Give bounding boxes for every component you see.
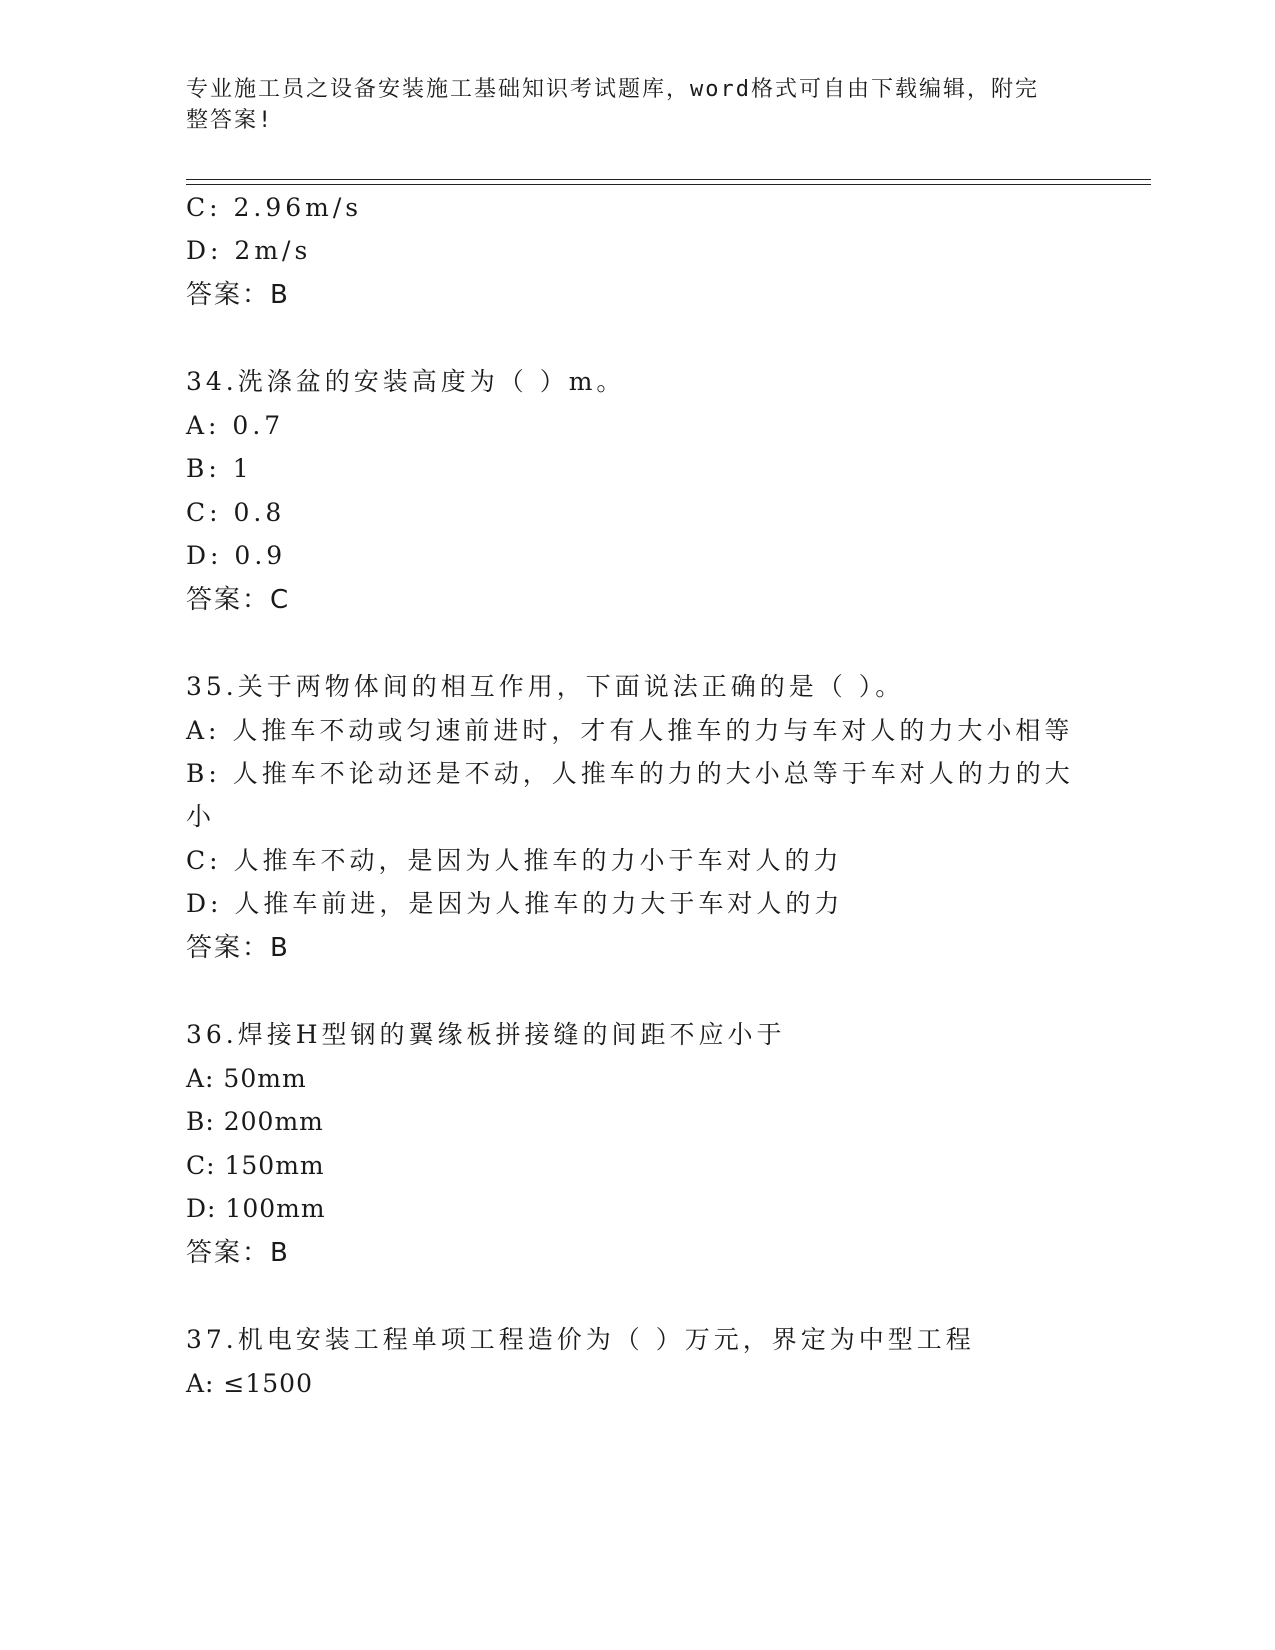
- q34-stem: 34.洗涤盆的安装高度为（ ）m。: [186, 367, 626, 396]
- q33-option-d: D: 2m/s: [186, 236, 312, 265]
- q37-option-a: A: ≤1500: [186, 1369, 313, 1398]
- header-line-1: 专业施工员之设备安装施工基础知识考试题库，word格式可自由下载编辑，附完: [186, 77, 1039, 102]
- q36-stem: 36.焊接H型钢的翼缘板拼接缝的间距不应小于: [186, 1020, 786, 1049]
- document-header: [186, 74, 1066, 136]
- q36-option-c: C: 150mm: [186, 1151, 325, 1180]
- q35-answer: 答案：B: [186, 933, 290, 963]
- q35-option-d: D: 人推车前进，是因为人推车的力大于车对人的力: [186, 889, 844, 918]
- header-divider-bottom: [186, 184, 1151, 185]
- q35-option-b-line-2: 小: [186, 802, 216, 831]
- q35-option-b-line-1: B: 人推车不论动还是不动，人推车的力的大小总等于车对人的力的大: [186, 759, 1074, 788]
- q34-option-b: B: 1: [186, 454, 253, 483]
- q35-stem: 35.关于两物体间的相互作用，下面说法正确的是（ ）。: [186, 672, 905, 701]
- header-divider-top: [186, 179, 1151, 180]
- q36-answer: 答案：B: [186, 1238, 290, 1268]
- q33-option-c: C: 2.96m/s: [186, 193, 363, 222]
- header-line-2: 整答案!: [186, 108, 274, 133]
- q36-option-d: D: 100mm: [186, 1194, 326, 1223]
- q33-answer: 答案：B: [186, 280, 290, 310]
- q34-option-d: D: 0.9: [186, 541, 287, 570]
- q34-option-c: C: 0.8: [186, 498, 286, 527]
- q35-option-c: C: 人推车不动，是因为人推车的力小于车对人的力: [186, 846, 843, 875]
- q36-option-a: A: 50mm: [186, 1064, 307, 1093]
- q37-stem: 37.机电安装工程单项工程造价为（ ）万元，界定为中型工程: [186, 1325, 975, 1354]
- q34-answer: 答案：C: [186, 585, 291, 615]
- q36-option-b: B: 200mm: [186, 1107, 324, 1136]
- q35-option-a: A: 人推车不动或匀速前进时，才有人推车的力与车对人的力大小相等: [186, 716, 1074, 745]
- q34-option-a: A: 0.7: [186, 411, 285, 440]
